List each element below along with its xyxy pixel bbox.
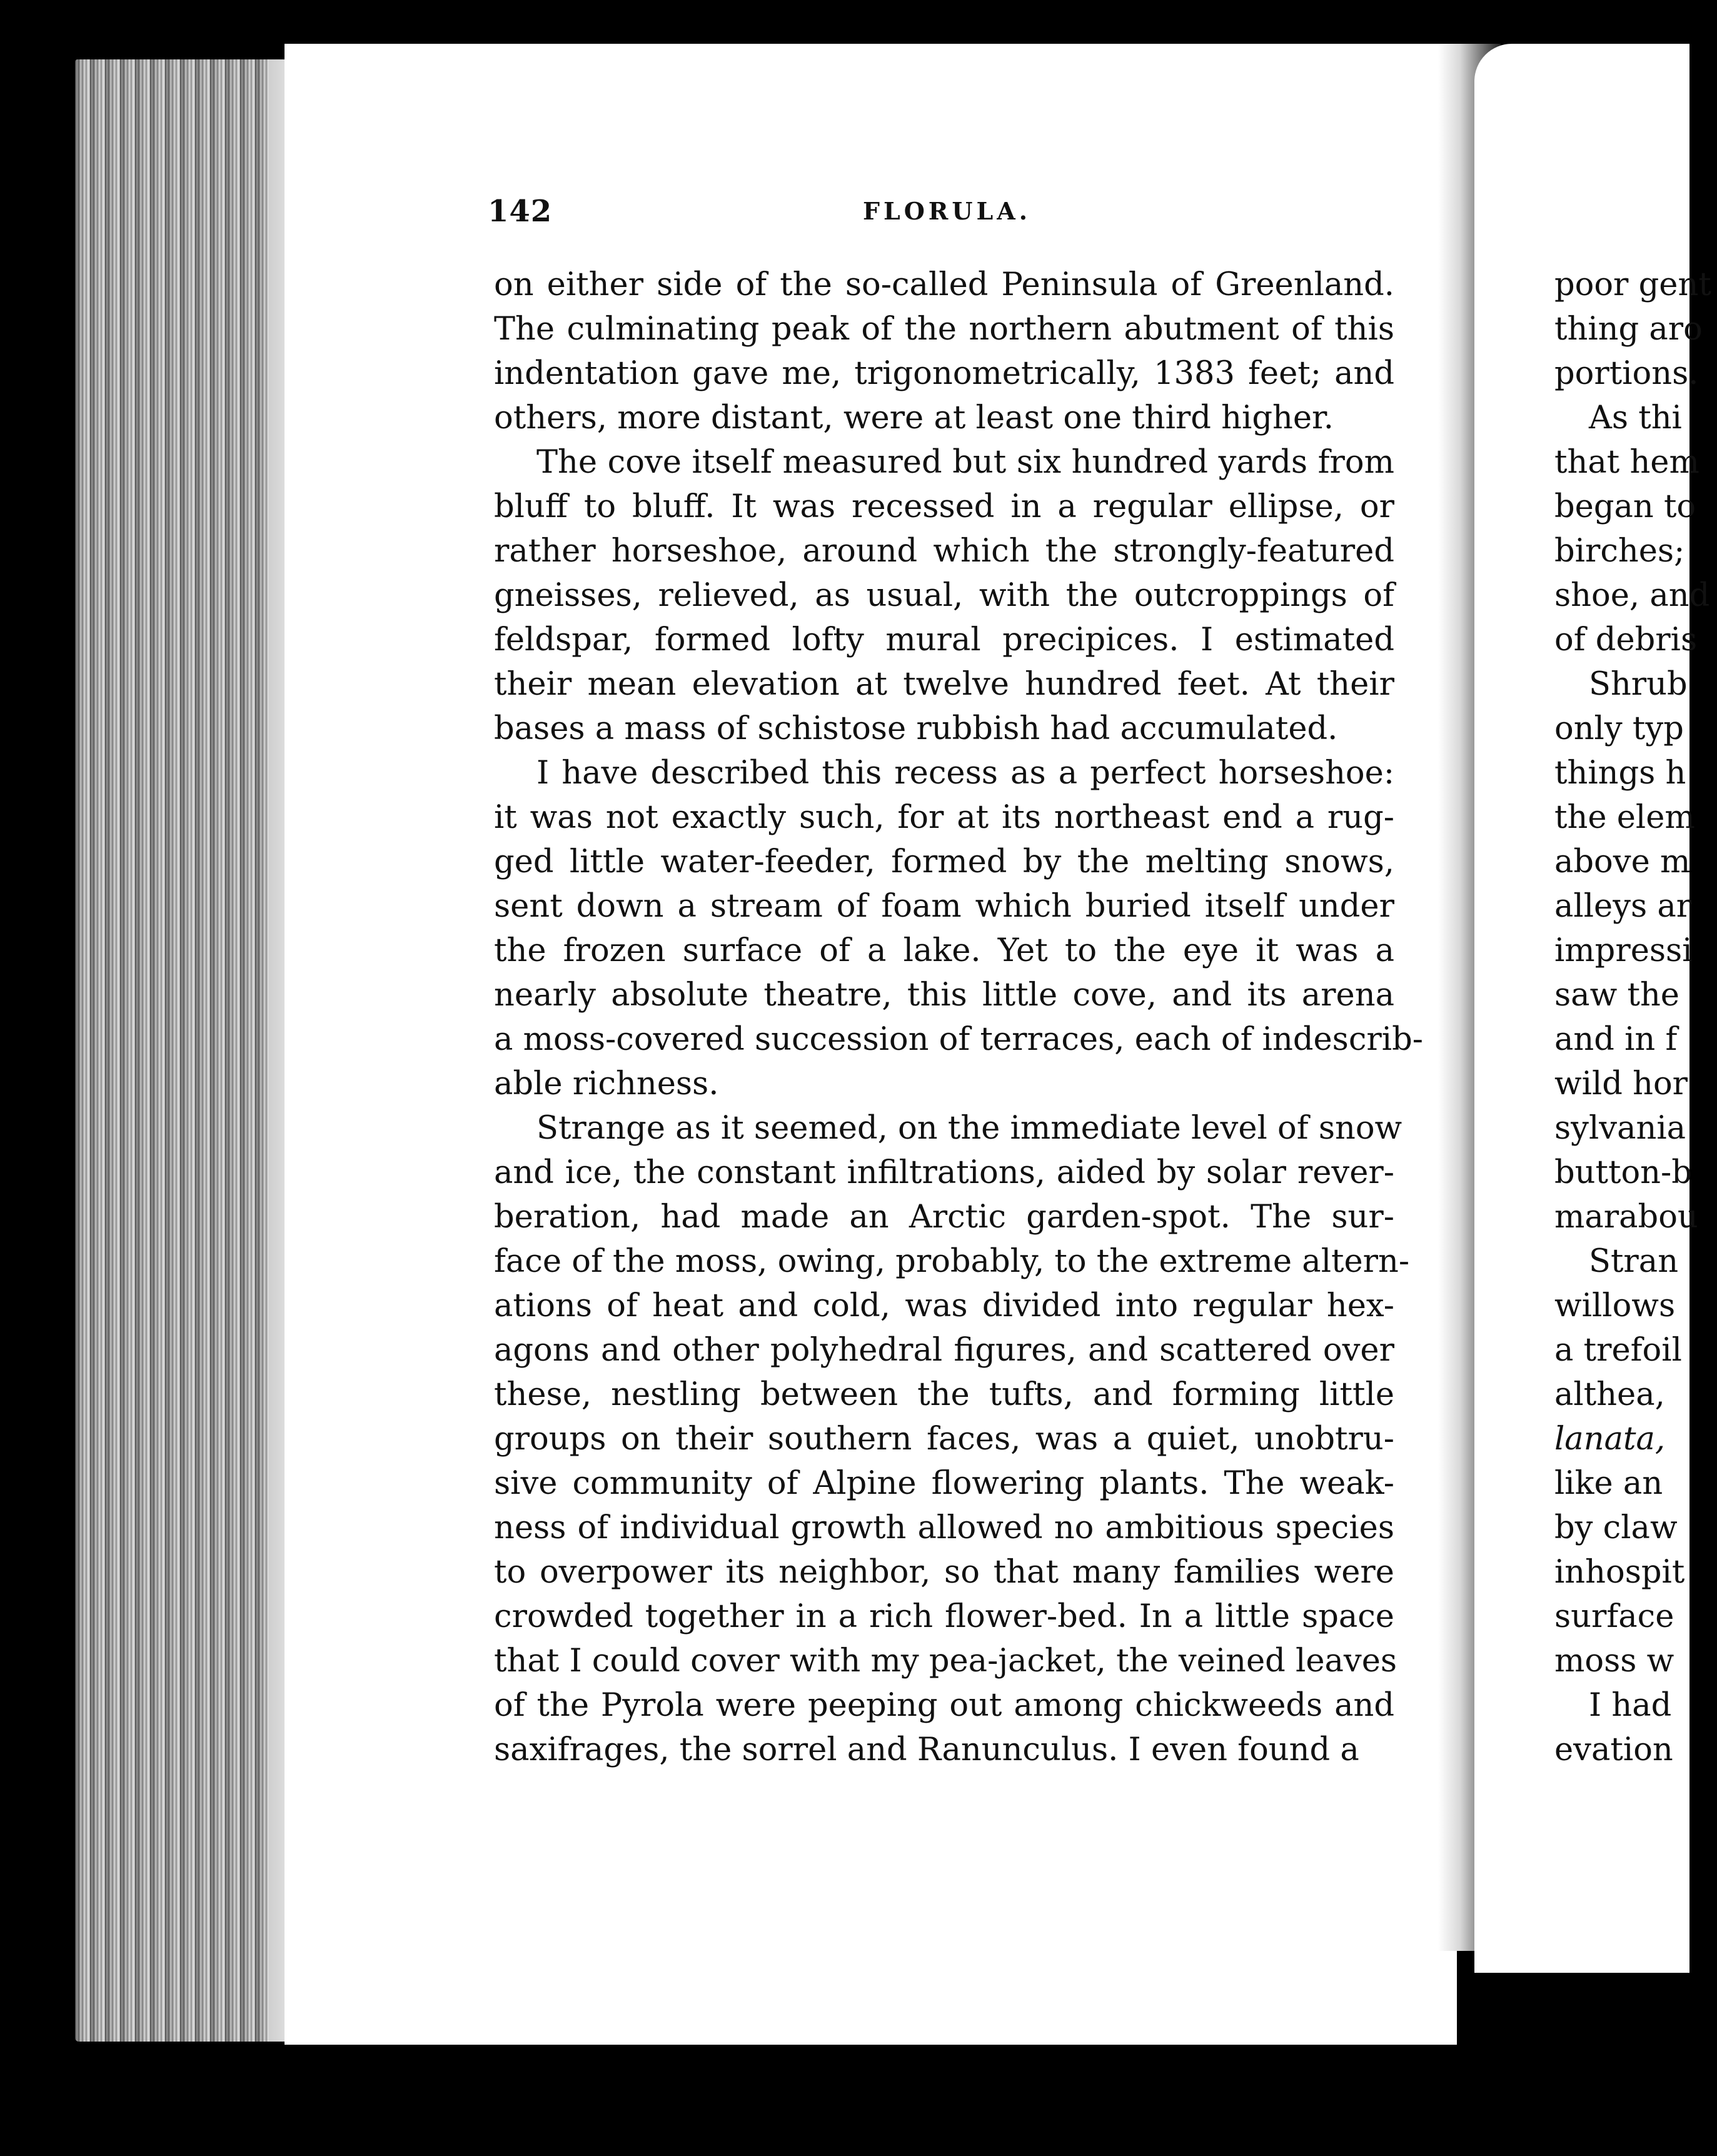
right-page-line: wild hor — [1554, 1065, 1688, 1102]
text-line: able richness. — [494, 1065, 719, 1102]
right-page-line: birches; — [1554, 533, 1685, 570]
text-line: agons and other polyhedral figures, and scattered over — [494, 1332, 1394, 1369]
right-page-line: Shrub — [1589, 666, 1688, 703]
right-page-line: alleys ar — [1554, 888, 1692, 925]
right-page-line: shoe, and — [1554, 577, 1710, 614]
text-line: ged little water-feeder, formed by the melting snows, — [494, 844, 1394, 880]
text-line: nearly absolute theatre, this little cove, and its arena — [494, 977, 1394, 1014]
right-page-line: the elem — [1554, 799, 1695, 836]
text-line: and ice, the constant infiltrations, aided by solar rever- — [494, 1154, 1394, 1191]
right-page-line: willows — [1554, 1287, 1676, 1324]
right-page-line: button-b — [1554, 1154, 1692, 1191]
right-page-text — [1554, 263, 1717, 1772]
right-page-line: only typ — [1554, 710, 1684, 747]
right-page-line: saw the — [1554, 977, 1679, 1014]
text-line: gneisses, relieved, as usual, with the outcroppings of — [494, 577, 1394, 614]
right-page-line: that hem — [1554, 444, 1699, 481]
right-page-line: above m — [1554, 844, 1691, 880]
main-text — [494, 263, 1423, 1772]
page-edges — [75, 59, 313, 2042]
text-line: to overpower its neighbor, so that many families were — [494, 1554, 1394, 1591]
right-page-line: like an — [1554, 1465, 1663, 1502]
text-line: ations of heat and cold, was divided into regular hex- — [494, 1287, 1394, 1324]
paragraph — [494, 1106, 1410, 1772]
right-page-line: sylvania — [1554, 1110, 1686, 1147]
paragraph — [494, 263, 1394, 440]
text-line: the frozen surface of a lake. Yet to the eye it was a — [494, 932, 1394, 969]
text-line: I have described this recess as a perfect horseshoe: — [536, 755, 1394, 792]
right-page-line: and in f — [1554, 1021, 1678, 1058]
right-page-line: moss w — [1554, 1643, 1674, 1680]
text-line: bases a mass of schistose rubbish had accumulated. — [494, 710, 1338, 747]
text-line: these, nestling between the tufts, and forming little — [494, 1376, 1394, 1413]
text-line: The culminating peak of the northern abutment of this — [494, 311, 1394, 348]
text-line: feldspar, formed lofty mural precipices. I estimated — [494, 622, 1394, 658]
text-line: Strange as it seemed, on the immediate level of snow — [536, 1110, 1402, 1147]
right-page-line: surface — [1554, 1598, 1674, 1635]
text-line: bluff to bluff. It was recessed in a regular ellipse, or — [494, 488, 1394, 525]
right-page-line: evation — [1554, 1731, 1673, 1768]
text-line: sent down a stream of foam which buried itself under — [494, 888, 1394, 925]
right-page-line: Stran — [1589, 1243, 1679, 1280]
text-line: sive community of Alpine flowering plants. The weak- — [494, 1465, 1394, 1502]
right-page-line: a trefoil — [1554, 1332, 1682, 1369]
page-number: 142 — [488, 194, 553, 229]
text-line: others, more distant, were at least one third higher. — [494, 400, 1334, 436]
text-line: on either side of the so-called Peninsula of Greenland. — [494, 266, 1394, 303]
text-line: face of the moss, owing, probably, to the extreme altern- — [494, 1243, 1410, 1280]
text-line: ness of individual growth allowed no ambitious species — [494, 1509, 1394, 1546]
page-header — [488, 194, 1357, 231]
text-line: The cove itself measured but six hundred yards from — [536, 444, 1394, 481]
right-page-line: althea, — [1554, 1376, 1665, 1413]
right-page-line: impressi — [1554, 932, 1693, 969]
paragraph — [494, 440, 1394, 751]
right-page-line: I had — [1589, 1687, 1672, 1724]
running-head: FLORULA. — [863, 197, 1031, 225]
right-page-line: As thi — [1589, 400, 1682, 436]
text-line: beration, had made an Arctic garden-spot. The sur- — [494, 1199, 1394, 1236]
paragraph — [494, 751, 1423, 1106]
text-line: their mean elevation at twelve hundred feet. At their — [494, 666, 1394, 703]
text-line: that I could cover with my pea-jacket, the veined leaves — [494, 1643, 1397, 1680]
text-line: crowded together in a rich flower-bed. In a little space — [494, 1598, 1394, 1635]
text-line: indentation gave me, trigonometrically, 1383 feet; and — [494, 355, 1394, 392]
right-page-line: things h — [1554, 755, 1686, 792]
right-page-line: began to — [1554, 488, 1696, 525]
text-line: a moss-covered succession of terraces, each of indescrib- — [494, 1021, 1423, 1058]
text-line: it was not exactly such, for at its northeast end a rug- — [494, 799, 1394, 836]
text-line: groups on their southern faces, was a quiet, unobtru- — [494, 1421, 1394, 1458]
right-page-line: inhospit — [1554, 1554, 1685, 1591]
right-page-line: lanata, — [1554, 1421, 1666, 1458]
text-line: rather horseshoe, around which the strongly-featured — [494, 533, 1394, 570]
right-page-line: marabou — [1554, 1199, 1698, 1236]
right-page-line: thing aro — [1554, 311, 1703, 348]
text-line: saxifrages, the sorrel and Ranunculus. I even found a — [494, 1731, 1359, 1768]
right-page-line: poor gent — [1554, 266, 1711, 303]
right-page-line: by claw — [1554, 1509, 1678, 1546]
text-line: of the Pyrola were peeping out among chickweeds and — [494, 1687, 1394, 1724]
right-page-line: of debris — [1554, 622, 1698, 658]
right-page-line: portions. — [1554, 355, 1699, 392]
